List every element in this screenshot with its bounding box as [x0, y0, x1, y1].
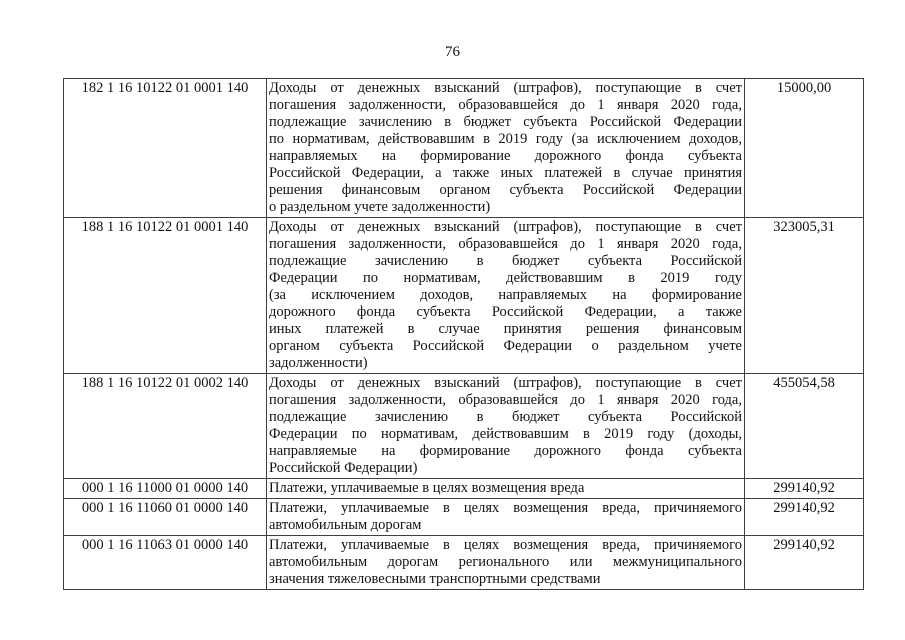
description-cell — [267, 536, 745, 590]
description-line: Доходы от денежных взысканий (штрафов), поступающие в счет — [269, 219, 742, 235]
description-cell — [267, 374, 745, 479]
table-row — [64, 218, 864, 374]
amount-cell: 455054,58 — [745, 374, 864, 479]
description-line: подлежащие зачислению в бюджет субъекта Российской Федерации — [269, 114, 742, 130]
description-line: органом субъекта Российской Федерации о раздельном учете — [269, 338, 742, 354]
description-line: погашения задолженности, образовавшейся до 1 января 2020 года, — [269, 392, 742, 408]
description-line: подлежащие зачислению в бюджет субъекта Российской — [269, 409, 742, 425]
description-line: направляемые на формирование дорожного фонда субъекта — [269, 443, 742, 459]
table-row — [64, 374, 864, 479]
page-number: 76 — [445, 44, 460, 60]
description-line: Федерации по нормативам, действовавшим в 2019 году (доходы, — [269, 426, 742, 442]
description-line: Российской Федерации, а также иных платежей в случае принятия — [269, 165, 742, 181]
description-line: Платежи, уплачиваемые в целях возмещения вреда — [269, 480, 585, 496]
description-line: автомобильным дорогам регионального или межмуниципального — [269, 554, 742, 570]
description-cell — [267, 499, 745, 536]
table-row — [64, 79, 864, 218]
description-line: дорожного фонда субъекта Российской Федерации, а также — [269, 304, 742, 320]
description-line: направляемых на формирование дорожного фонда субъекта — [269, 148, 742, 164]
description-line: Платежи, уплачиваемые в целях возмещения вреда, причиняемого — [269, 500, 742, 516]
description-line: Российской Федерации) — [269, 460, 418, 476]
description-line: подлежащие зачислению в бюджет субъекта Российской — [269, 253, 742, 269]
description-line: решения финансовым органом субъекта Российской Федерации — [269, 182, 742, 198]
description-line: по нормативам, действовавшим в 2019 году (за исключением доходов, — [269, 131, 742, 147]
code-cell: 188 1 16 10122 01 0002 140 — [64, 374, 267, 479]
code-cell: 188 1 16 10122 01 0001 140 — [64, 218, 267, 374]
code-cell: 000 1 16 11060 01 0000 140 — [64, 499, 267, 536]
revenue-table — [63, 78, 864, 590]
description-line: погашения задолженности, образовавшейся до 1 января 2020 года, — [269, 97, 742, 113]
table-row — [64, 499, 864, 536]
description-line: задолженности) — [269, 355, 368, 371]
code-cell: 182 1 16 10122 01 0001 140 — [64, 79, 267, 218]
amount-cell: 299140,92 — [745, 499, 864, 536]
description-cell — [267, 218, 745, 374]
amount-cell: 323005,31 — [745, 218, 864, 374]
description-line: (за исключением доходов, направляемых на формирование — [269, 287, 742, 303]
code-cell: 000 1 16 11000 01 0000 140 — [64, 479, 267, 499]
amount-cell: 299140,92 — [745, 536, 864, 590]
description-line: Федерации по нормативам, действовавшим в 2019 году — [269, 270, 742, 286]
description-cell — [267, 79, 745, 218]
table-row — [64, 479, 864, 499]
code-cell: 000 1 16 11063 01 0000 140 — [64, 536, 267, 590]
description-line: иных платежей в случае принятия решения финансовым — [269, 321, 742, 337]
description-line: Платежи, уплачиваемые в целях возмещения вреда, причиняемого — [269, 537, 742, 553]
description-line: автомобильным дорогам — [269, 517, 422, 533]
amount-cell: 15000,00 — [745, 79, 864, 218]
amount-cell: 299140,92 — [745, 479, 864, 499]
description-line: погашения задолженности, образовавшейся до 1 января 2020 года, — [269, 236, 742, 252]
description-cell — [267, 479, 745, 499]
description-line: о раздельном учете задолженности) — [269, 199, 491, 215]
description-line: значения тяжеловесными транспортными средствами — [269, 571, 601, 587]
description-line: Доходы от денежных взысканий (штрафов), поступающие в счет — [269, 375, 742, 391]
table-row — [64, 536, 864, 590]
description-line: Доходы от денежных взысканий (штрафов), поступающие в счет — [269, 80, 742, 96]
